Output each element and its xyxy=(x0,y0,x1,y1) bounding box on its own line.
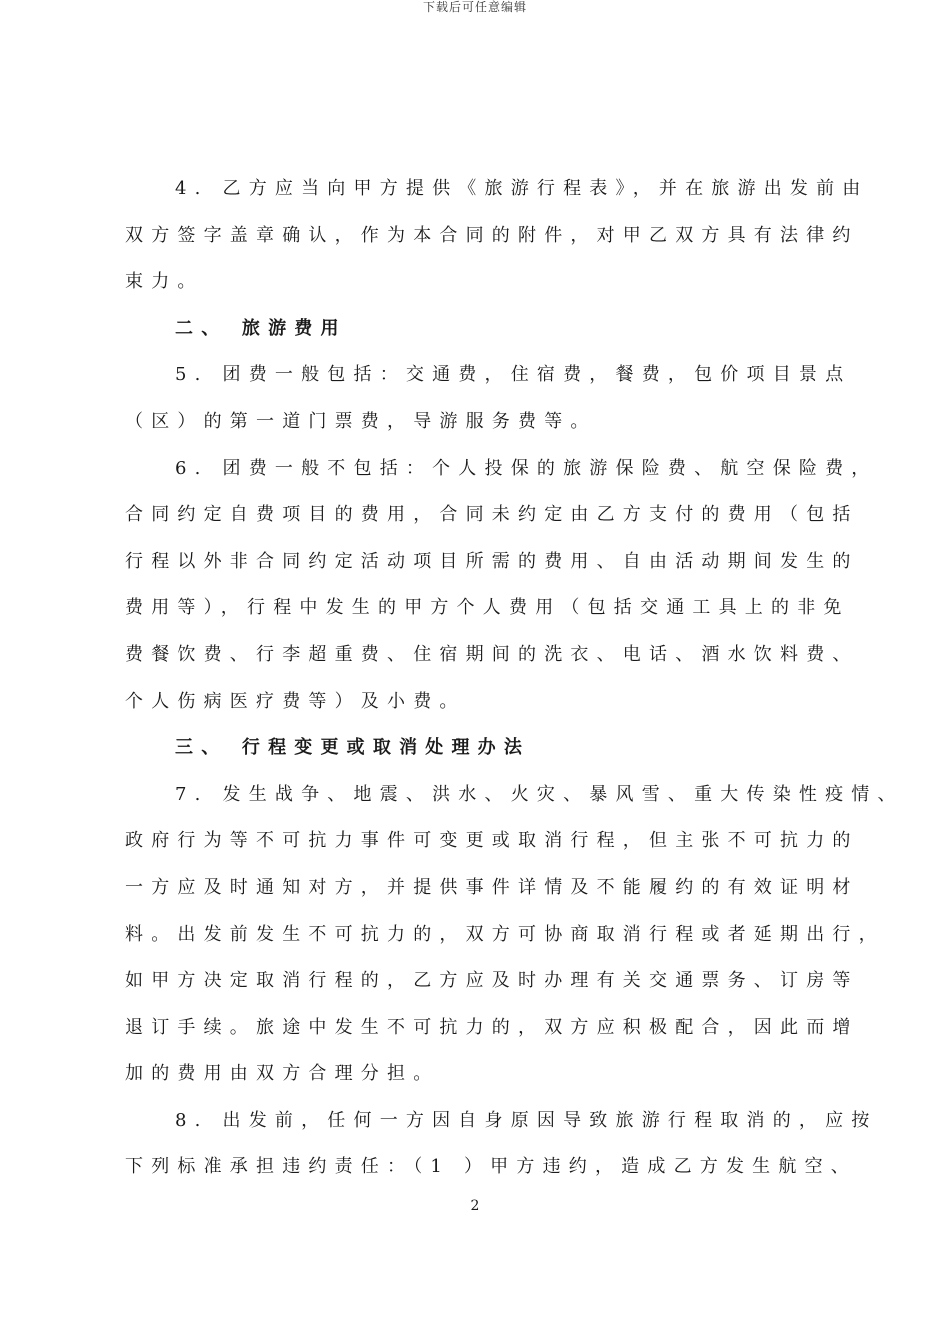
section-heading: 三、 行程变更或取消处理办法 xyxy=(175,737,531,759)
paragraph-line: 4. 乙方应当向甲方提供《旅游行程表》，并在旅游出发前由 xyxy=(175,178,869,199)
paragraph-line: 政府行为等不可抗力事件可变更或取消行程，但主张不可抗力的 xyxy=(125,830,859,852)
paragraph-line: 行程以外非合同约定活动项目所需的费用、自由活动期间发生的 xyxy=(125,550,859,572)
paragraph-line: 下列标准承担违约责任：（1 ）甲方违约，造成乙方发生航空、 xyxy=(125,1156,857,1178)
document-body xyxy=(125,166,904,1191)
paragraph-line: 8. 出发前，任何一方因自身原因导致旅游行程取消的，应按 xyxy=(175,1109,878,1131)
paragraph-line: 合同约定自费项目的费用，合同未约定由乙方支付的费用（包括 xyxy=(125,504,859,526)
paragraph-line: 个人伤病医疗费等）及小费。 xyxy=(125,690,466,712)
paragraph-line: 如甲方决定取消行程的，乙方应及时办理有关交通票务、订房等 xyxy=(125,970,859,992)
paragraph-line: 6. 团费一般不包括：个人投保的旅游保险费、航空保险费， xyxy=(175,457,878,479)
paragraph-line: 5. 团费一般包括：交通费，住宿费，餐费，包价项目景点 xyxy=(175,364,852,386)
page-number: 2 xyxy=(470,1198,480,1214)
paragraph-line: 束力。 xyxy=(125,271,204,293)
paragraph-line: 双方签字盖章确认，作为本合同的附件，对甲乙双方具有法律约 xyxy=(125,224,859,246)
paragraph-line: 退订手续。旅途中发生不可抗力的，双方应积极配合，因此而增 xyxy=(125,1016,859,1038)
paragraph-line: 费用等），行程中发生的甲方个人费用（包括交通工具上的非免 xyxy=(125,597,850,619)
paragraph-line: 加的费用由双方合理分担。 xyxy=(125,1063,440,1085)
header-note: 下载后可任意编辑 xyxy=(422,0,527,14)
paragraph-line: 7. 发生战争、地震、洪水、火灾、暴风雪、重大传染性疫情、 xyxy=(175,783,904,805)
paragraph-line: 料。出发前发生不可抗力的，双方可协商取消行程或者延期出行， xyxy=(125,923,885,945)
paragraph-line: 费餐饮费、行李超重费、住宿期间的洗衣、电话、酒水饮料费、 xyxy=(125,643,859,665)
section-heading: 二、 旅游费用 xyxy=(175,317,347,339)
paragraph-line: （区）的第一道门票费，导游服务费等。 xyxy=(125,410,597,432)
paragraph-line: 一方应及时通知对方，并提供事件详情及不能履约的有效证明材 xyxy=(125,876,859,898)
